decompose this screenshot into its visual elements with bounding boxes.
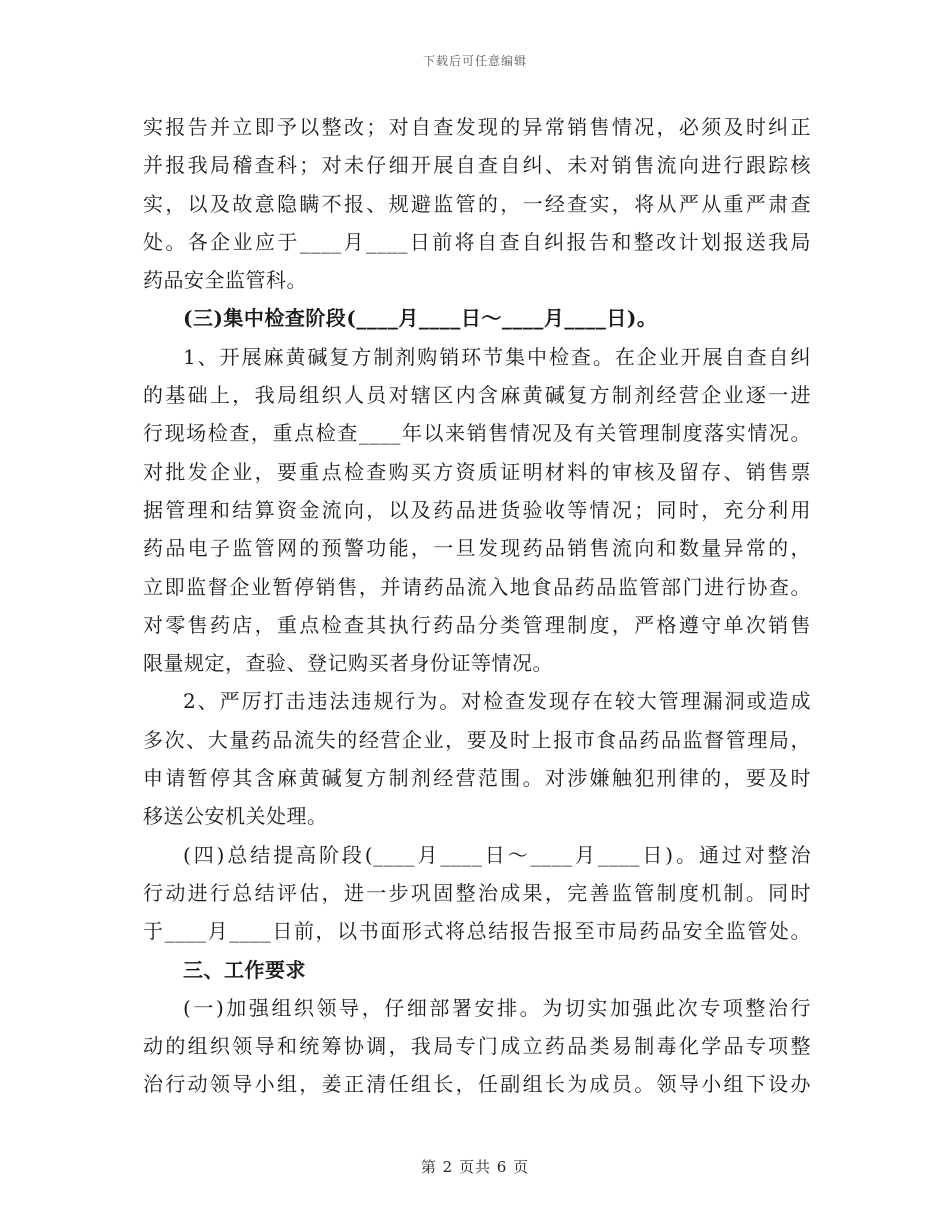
body-text-line: 据管理和结算资金流向，以及药品进货验收等情况；同时，充分利用 xyxy=(143,497,811,522)
body-text-line: 2、严厉打击违法违规行为。对检查发现存在较大管理漏洞或造成 xyxy=(183,689,811,714)
section-heading: 三、工作要求 xyxy=(183,957,306,982)
body-text-line: 申请暂停其含麻黄碱复方制剂经营范围。对涉嫌触犯刑律的，要及时 xyxy=(143,766,811,791)
body-text-line: 多次、大量药品流失的经营企业，要及时上报市食品药品监督管理局， xyxy=(143,727,811,752)
body-text-line: 限量规定，查验、登记购买者身份证等情况。 xyxy=(143,651,553,676)
body-text-line: 于____月____日前，以书面形式将总结报告报至市局药品安全监管处。 xyxy=(143,919,811,944)
body-text-line: 药品安全监管科。 xyxy=(143,268,307,293)
body-text-line: 移送公安机关处理。 xyxy=(143,804,328,829)
section-heading: (三)集中检查阶段(____月____日～____月____日)。 xyxy=(183,306,658,331)
document-body xyxy=(143,108,811,1104)
body-text-line: 立即监督企业暂停销售，并请药品流入地食品药品监管部门进行协查。 xyxy=(143,574,811,599)
body-text-line: 1、开展麻黄碱复方制剂购销环节集中检查。在企业开展自查自纠 xyxy=(183,344,811,369)
body-text-line: 实，以及故意隐瞒不报、规避监管的，一经查实，将从严从重严肃查 xyxy=(143,191,811,216)
body-text-line: 并报我局稽查科；对未仔细开展自查自纠、未对销售流向进行跟踪核 xyxy=(143,153,811,178)
body-text-line: 行现场检查，重点检查____年以来销售情况及有关管理制度落实情况。 xyxy=(143,421,811,446)
body-text-line: (一)加强组织领导，仔细部署安排。为切实加强此次专项整治行 xyxy=(183,995,811,1020)
body-text-line: 的基础上，我局组织人员对辖区内含麻黄碱复方制剂经营企业逐一进 xyxy=(143,383,811,408)
body-text-line: 处。各企业应于____月____日前将自查自纠报告和整改计划报送我局 xyxy=(143,229,811,254)
body-text-line: (四)总结提高阶段(____月____日～____月____日)。通过对整治 xyxy=(183,842,811,867)
page-number: 第 2 页共 6 页 xyxy=(420,1158,530,1176)
body-text-line: 对零售药店，重点检查其执行药品分类管理制度，严格遵守单次销售 xyxy=(143,612,811,637)
body-text-line: 对批发企业，要重点检查购买方资质证明材料的审核及留存、销售票 xyxy=(143,459,811,484)
body-text-line: 动的组织领导和统筹协调，我局专门成立药品类易制毒化学品专项整 xyxy=(143,1034,811,1059)
body-text-line: 药品电子监管网的预警功能，一旦发现药品销售流向和数量异常的， xyxy=(143,536,811,561)
body-text-line: 治行动领导小组，姜正清任组长，任副组长为成员。领导小组下设办 xyxy=(143,1072,811,1097)
page-header: 下载后可任意编辑 xyxy=(422,54,527,68)
body-text-line: 行动进行总结评估，进一步巩固整治成果，完善监管制度机制。同时 xyxy=(143,880,811,905)
body-text-line: 实报告并立即予以整改；对自查发现的异常销售情况，必须及时纠正 xyxy=(143,115,811,139)
